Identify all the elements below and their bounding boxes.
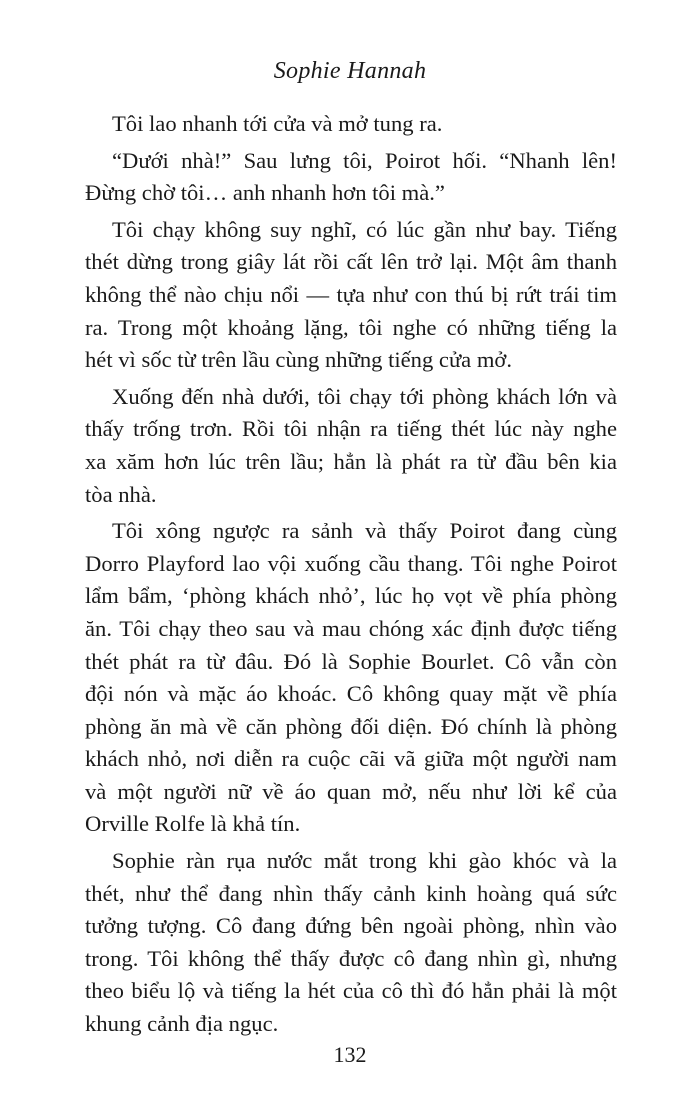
text-line: Tôi xông ngược ra sảnh và thấy Poirot đang cùng <box>112 518 617 544</box>
text-line: Tôi lao nhanh tới cửa và mở tung ra. <box>112 111 443 136</box>
text-line: “Dưới nhà!” Sau lưng tôi, Poirot hối. “Nhanh lên! <box>112 147 617 173</box>
text-line: và một người nữ về áo quan mở, nếu như lời kể của <box>85 778 617 804</box>
text-line: khung cảnh địa ngục. <box>85 1011 279 1037</box>
text-line: ra. Trong một khoảng lặng, tôi nghe có những tiếng la <box>85 314 617 340</box>
paragraph <box>85 145 617 210</box>
text-line: tưởng tượng. Cô đang đứng bên ngoài phòng, nhìn vào <box>85 913 617 939</box>
text-line: ăn. Tôi chạy theo sau và mau chóng xác định được tiếng <box>85 615 617 641</box>
text-line: Xuống đến nhà dưới, tôi chạy tới phòng khách lớn và <box>112 383 617 409</box>
text-line: Dorro Playford lao vội xuống cầu thang. Tôi nghe Poirot <box>85 550 617 576</box>
text-line: hét vì sốc từ trên lầu cùng những tiếng cửa mở. <box>85 347 513 373</box>
text-line: Sophie ràn rụa nước mắt trong khi gào khóc và la <box>112 848 617 874</box>
text-line: phòng ăn mà về căn phòng đối diện. Đó chính là phòng <box>85 713 617 739</box>
text-line: thấy trống trơn. Rồi tôi nhận ra tiếng thét lúc này nghe <box>85 416 617 442</box>
paragraph <box>85 515 617 841</box>
paragraph <box>85 845 617 1041</box>
text-line: Tôi chạy không suy nghĩ, có lúc gần như bay. Tiếng <box>112 216 617 242</box>
paragraph <box>85 214 617 377</box>
text-line: thét phát ra từ đâu. Đó là Sophie Bourlet. Cô vẫn còn <box>85 648 617 674</box>
text-line: Đừng chờ tôi… anh nhanh hơn tôi mà.” <box>85 180 445 206</box>
paragraph <box>85 108 617 141</box>
text-line: trong. Tôi không thể thấy được cô đang nhìn gì, nhưng <box>85 945 617 971</box>
text-line: đội nón và mặc áo khoác. Cô không quay mặt về phía <box>85 681 617 707</box>
page-number: 132 <box>333 1042 367 1067</box>
body-text <box>85 108 617 1045</box>
text-line: Orville Rolfe là khả tín. <box>85 811 301 837</box>
paragraph <box>85 381 617 511</box>
text-line: không thể nào chịu nổi — tựa như con thú bị rứt trái tim <box>85 281 617 307</box>
text-line: thét, như thể đang nhìn thấy cảnh kinh hoàng quá sức <box>85 880 617 906</box>
text-line: xa xăm hơn lúc trên lầu; hẳn là phát ra từ đầu bên kia <box>85 448 617 474</box>
text-line: theo biểu lộ và tiếng la hét của cô thì đó hẳn phải là một <box>85 978 617 1004</box>
text-line: khách nhỏ, nơi diễn ra cuộc cãi vã giữa một người nam <box>85 746 617 772</box>
text-line: tòa nhà. <box>85 481 157 507</box>
running-header-author: Sophie Hannah <box>273 58 427 84</box>
text-line: thét dừng trong giây lát rồi cất lên trở lại. Một âm thanh <box>85 249 617 275</box>
text-line: lẩm bẩm, ‘phòng khách nhỏ’, lúc họ vọt về phía phòng <box>85 583 617 609</box>
